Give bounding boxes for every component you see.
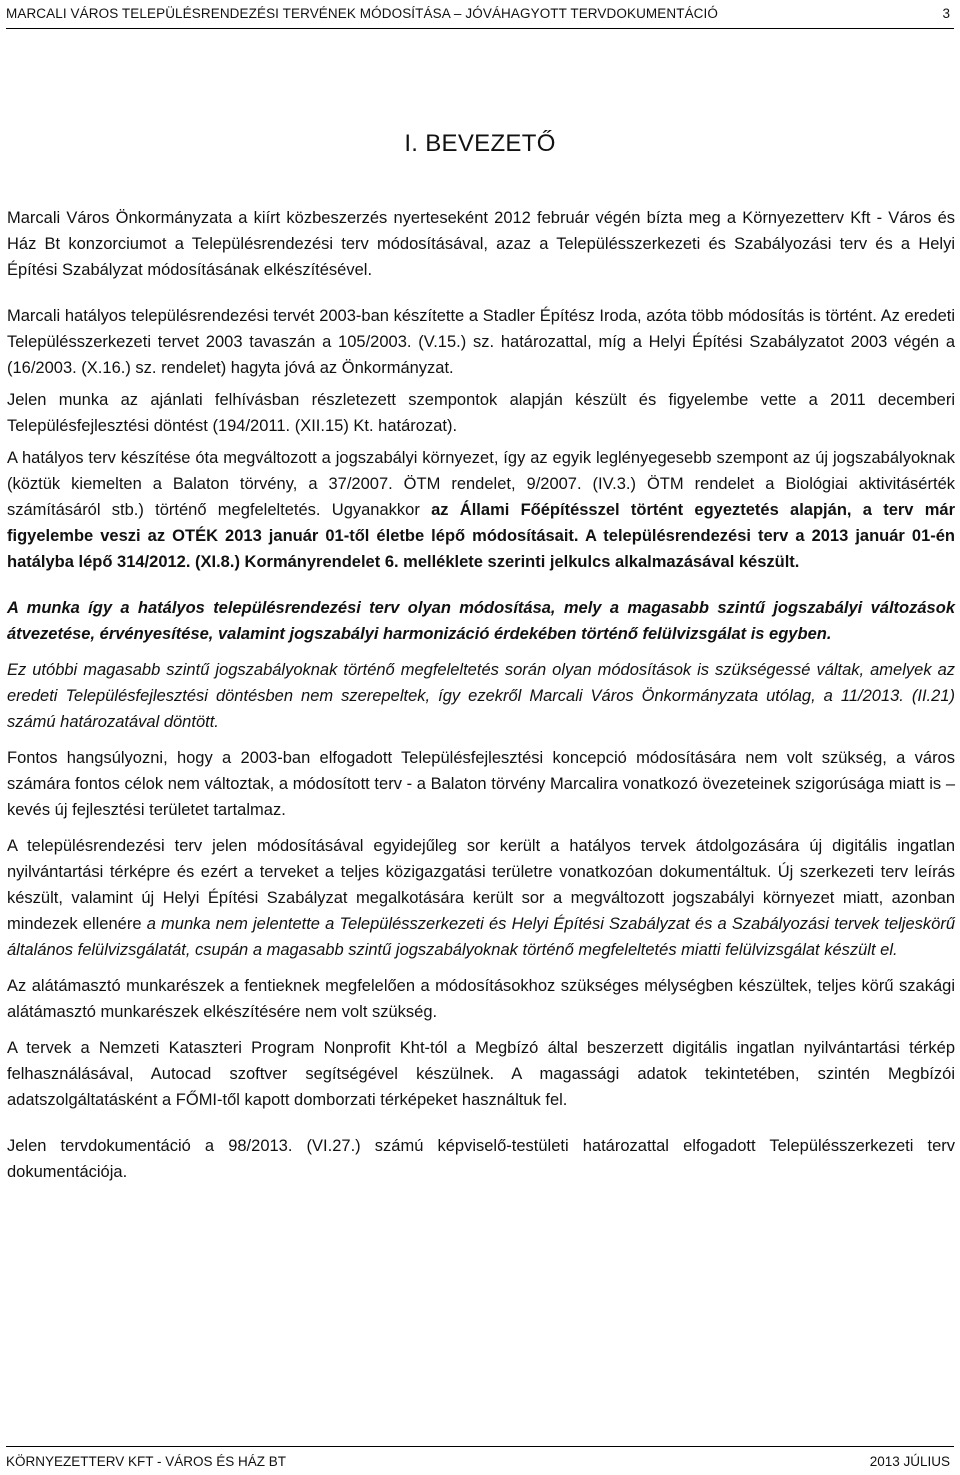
paragraph-5 xyxy=(7,595,955,647)
paragraph-10: A tervek a Nemzeti Kataszteri Program Nonprofit Kht-tól a Megbízó által beszerzett digitális ingatlan nyilvántartási térkép felhasználásával, Autocad szoftver segítségével készülnek. A magassági adatok tekintetében, szintén Megbízói adatszolgáltatásként a FŐMI-től kapott domborzati térképeket használtuk fel. xyxy=(7,1039,955,1109)
paragraph-7: Fontos hangsúlyozni, hogy a 2003-ban elfogadott Településfejlesztési koncepció módosítására nem volt szükség, a város számára fontos célok nem változtak, a módosított terv - a Balaton törvény Marcalira vonatkozó övezeteinek szigorúsága miatt is – kevés új fejlesztési területet tartalmaz. xyxy=(7,749,955,819)
footer-company: KÖRNYEZETTERV KFT - VÁROS ÉS HÁZ BT xyxy=(6,1454,287,1469)
paragraph-5-text: A munka így a hatályos településrendezési terv olyan módosítása, mely a magasabb szintű jogszabályi változások átvezetése, érvényesítése, valamint jogszabályi harmonizáció érdekében történő felülvizsgálat is egyben. xyxy=(7,599,955,643)
page-number: 3 xyxy=(942,6,950,21)
paragraph-8 xyxy=(7,833,955,963)
section-heading: I. BEVEZETŐ xyxy=(404,130,556,157)
paragraph-4 xyxy=(7,445,955,575)
paragraph-4-text: A hatályos terv készítése óta megváltozott a jogszabályi környezet, így az egyik leglényegesebb szempont az új jogszabályoknak (köztük kiemelten a Balaton törvény, a 37/2007. ÖTM rendelet, 9/2007. (IV.3.) ÖTM rendelet a Biológiai aktivitásérték számításáról stb.) történő megfeleltetés. Ugyanakkor xyxy=(7,449,955,519)
document-body xyxy=(7,205,955,1195)
paragraph-8-text: A településrendezési terv jelen módosításával egyidejűleg sor került a hatályos tervek átdolgozására új digitális ingatlan nyilvántartási térképre és ezért a terveket a teljes közigazgatási területre vonatkozóan dokumentáltuk. Új szerkezeti terv leírás készült, valamint új Helyi Építési Szabályzat megalkotására került sor a megváltozott jogszabályi környezet miatt, azonban mindezek ellenére xyxy=(7,837,955,933)
paragraph-9: Az alátámasztó munkarészek a fentieknek megfelelően a módosításokhoz szükséges mélységben készültek, teljes körű szakági alátámasztó munkarészek elkészítésére nem volt szükség. xyxy=(7,977,955,1021)
page-header xyxy=(6,6,954,29)
footer-date: 2013 JÚLIUS xyxy=(869,1454,950,1469)
paragraph-4-bold: az Állami Főépítésszel történt egyeztetés alapján, a terv már figyelembe veszi az OTÉK 2013 január 01-től életbe lépő módosításait. A településrendezési terv a 2013 január 01-én hatályba lépő 314/2012. (XI.8.) Kormányrendelet 6. melléklete szerinti jelkulcs alkalmazásával készült. xyxy=(7,501,955,571)
paragraph-6-text: Ez utóbbi magasabb szintű jogszabályoknak történő megfeleltetés során olyan módosítások is szükségessé váltak, amelyek az eredeti Településfejlesztési döntésben nem szerepeltek, így ezekről Marcali Város Önkormányzata utólag, a 11/2013. (II.21) számú határozatával döntött. xyxy=(7,661,955,731)
paragraph-8-italic: a munka nem jelentette a Településszerkezeti és Helyi Építési Szabályzat és a Szabályozási tervek teljeskörű általános felülvizsgálatát, csupán a magasabb szintű jogszabályoknak történő megfeleltetés miatti felülvizsgálat készült el. xyxy=(7,915,955,959)
paragraph-6 xyxy=(7,657,955,735)
paragraph-11: Jelen tervdokumentáció a 98/2013. (VI.27.) számú képviselő-testületi határozattal elfogadott Településszerkezeti terv dokumentációja. xyxy=(7,1137,955,1181)
paragraph-2: Marcali hatályos településrendezési tervét 2003-ban készítette a Stadler Építész Iroda, azóta több módosítás is történt. Az eredeti Településszerkezeti tervet 2003 tavaszán a 105/2003. (V.15.) sz. határozattal, míg a Helyi Építési Szabályzatot 2003 végén a (16/2003. (X.16.) sz. rendelet) hagyta jóvá az Önkormányzat. xyxy=(7,307,955,377)
paragraph-3: Jelen munka az ajánlati felhívásban részletezett szempontok alapján készült és figyelembe vette a 2011 decemberi Településfejlesztési döntést (194/2011. (XII.15) Kt. határozat). xyxy=(7,391,955,435)
paragraph-1: Marcali Város Önkormányzata a kiírt közbeszerzés nyerteseként 2012 február végén bízta meg a Környezetterv Kft - Város és Ház Bt konzorciumot a Településrendezési terv módosításával, azaz a Településszerkezeti és Szabályozási terv és a Helyi Építési Szabályzat módosításának elkészítésével. xyxy=(7,209,955,279)
page-footer xyxy=(6,1446,954,1471)
header-title: MARCALI VÁROS TELEPÜLÉSRENDEZÉSI TERVÉNEK MÓDOSÍTÁSA – JÓVÁHAGYOTT TERVDOKUMENTÁCIÓ xyxy=(6,6,718,21)
